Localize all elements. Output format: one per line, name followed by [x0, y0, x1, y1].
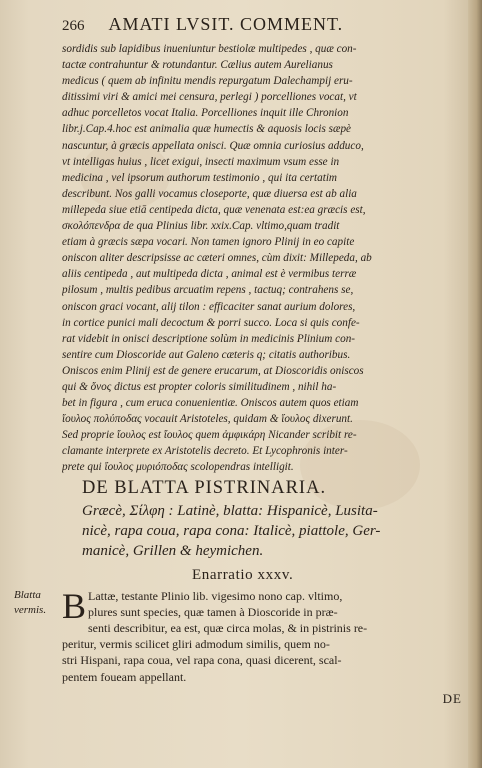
text-line: Lattæ, testante Plinio lib. vigesimo nono cap. vltimo,	[88, 588, 343, 603]
text-line: pilosum , multis pedibus arcuatim repens , tactuq; contrahens se,	[62, 284, 354, 297]
text-line: bet in figura , cum eruca conuenientiæ. Oniscos autem quos etiam	[62, 397, 359, 410]
text-line: aliis centipeda , aut multipeda dicta , animal est è vermibus terræ	[62, 268, 357, 281]
margin-note	[14, 588, 58, 618]
page-edge	[468, 0, 482, 768]
enarratio-text	[14, 585, 466, 685]
text-line: rat videbit in onisci descriptione solùm in medicinis Plinium con-	[62, 332, 356, 345]
page-number: 266	[62, 18, 85, 34]
text-line: senti describitur, ea est, quæ circa molas, & in pistrinis re-	[88, 620, 368, 635]
text-line: nascuntur, à græcis appellata onisci. Quæ omnia curiosius adduco,	[62, 139, 364, 152]
text-line: in cortice punici mali decoctum & porri succo. Loca si quis confe-	[62, 316, 360, 329]
text-line: σκολόπενδρα de qua Plinius libr. xxix.Cap. vltimo,quam tradit	[62, 220, 340, 233]
text-line: medicus ( quem ab infinitu mendis repurgatum Dalechampij eru-	[62, 75, 353, 88]
running-title: AMATI LVSIT. COMMENT.	[108, 14, 344, 34]
text-line: ditissimi viri & amici mei censura, perlegi ) porcelliones vocat, vt	[62, 91, 357, 104]
printed-page	[14, 14, 466, 707]
text-line: medicina , vel ipsorum authorum testimonio , qui ita certatim	[62, 171, 338, 184]
section-names	[82, 501, 462, 561]
text-line: Sed proprie ἴουλος est ἴουλος quem ἀμφικάρη Nicander scribit re-	[62, 429, 357, 442]
margin-note-line: vermis.	[14, 603, 47, 616]
section-title: DE BLATTA PISTRINARIA.	[82, 477, 327, 498]
enarratio-heading: Enarratio xxxv.	[192, 566, 294, 583]
text-line: etiam à græcis sæpa vocari. Non tamen ignoro Plinij in eo capite	[62, 236, 355, 249]
text-line: oniscon graci vocant, alij tilon : efficaciter sanat aurium dolores,	[62, 300, 356, 313]
text-line: peritur, vermis scilicet gliri admodum similis, quem no-	[62, 637, 330, 652]
names-line: nicè, rapa coua, rapa cona: Italicè, piattole, Ger-	[82, 522, 381, 539]
text-line: libr.j.Cap.4.hoc est animalia quæ humectis & aquosis locis sæpè	[62, 123, 352, 136]
text-line: adhuc porcelletos vocat Italia. Porcelliones inquit ille Chronion	[62, 107, 349, 120]
drop-capital: B	[62, 585, 87, 626]
text-line: Oniscos enim Plinij est de genere erucarum, at Dioscoridis oniscos	[62, 364, 364, 377]
italic-commentary	[62, 41, 450, 476]
margin-note-line: Blatta	[14, 588, 41, 601]
text-line: millepeda siue etiā centipeda dicta, quæ venenata est:ea græcis est,	[62, 203, 366, 216]
text-line: describunt. Nos galli vocamus closeporte, quæ diuersa est ab alia	[62, 187, 357, 200]
names-line: manicè, Grillen & heymichen.	[82, 542, 264, 559]
text-line: pentem foueam appellant.	[62, 669, 187, 684]
text-line: ἴουλος πολύποδας vocauit Aristoteles, quidam & ἴουλος dixerunt.	[62, 413, 353, 426]
text-line: plures sunt species, quæ tamen à Dioscoride in præ-	[88, 604, 338, 619]
catchword: DE	[442, 690, 462, 706]
text-line: vt intelligas huius , licet exigui, insecti maximum vsum esse in	[62, 155, 340, 168]
text-line: sordidis sub lapidibus inueniuntur bestiolæ multipedes , quæ con-	[62, 43, 357, 55]
text-line: tactæ contrahuntur & rotundantur. Cælius autem Aurelianus	[62, 59, 333, 72]
text-line: stri Hispani, rapa coua, vel rapa cona, quasi dicerent, scal-	[62, 653, 342, 668]
text-line: clamante interprete ex Aristotelis decreto. Et Lycophronis inter-	[62, 445, 348, 458]
page-header	[62, 14, 466, 35]
text-line: sentire cum Dioscoride aut Galeno cæteris q; citatis authoribus.	[62, 348, 351, 361]
roman-paragraph	[62, 585, 450, 685]
names-line: Græcè, Σίλφη : Latinè, blatta: Hispanicè, Lusita-	[82, 502, 378, 519]
text-line: prete qui ἴουλος μυριόποδας scolopendras intelligit.	[62, 461, 294, 474]
text-line: qui & ὄνος dictus est propter coloris similitudinem , nihil ha-	[62, 380, 337, 393]
text-line: oniscon aliter descripsisse ac cæteri omnes, cùm dixit: Millepeda, ab	[62, 252, 372, 265]
